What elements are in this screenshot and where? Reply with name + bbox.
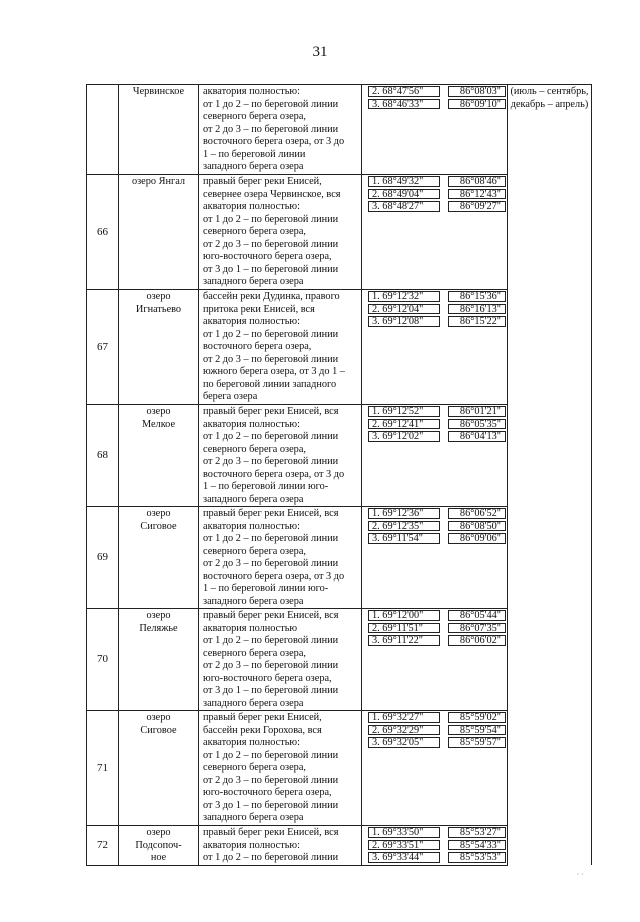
description-line: притока реки Енисей, вся [203, 303, 315, 315]
description-line: акватория полностью [203, 622, 298, 634]
latitude: 3. 69°12'08" [368, 316, 440, 327]
name-line: озеро Янгал [131, 176, 186, 187]
coordinate-point [362, 851, 507, 864]
coordinate-point [362, 418, 507, 431]
name-line: Сиговое [140, 520, 177, 532]
description-line: правый берег реки Енисей, [203, 176, 322, 187]
coordinate-point [362, 826, 507, 839]
latitude: 2. 68°49'04" [368, 189, 440, 200]
description-line: восточного берега озера, от 3 до [203, 570, 345, 582]
coordinate-point [362, 303, 507, 316]
boundary-description [199, 826, 362, 866]
coordinate-point [362, 290, 507, 303]
description-line: северного берега озера, [203, 545, 306, 557]
latitude: 1. 69°12'32" [368, 291, 440, 302]
name-line: Червинское [132, 86, 185, 97]
longitude: 86°08'03" [448, 86, 506, 97]
description-line: от 1 до 2 – по береговой линии [203, 431, 339, 442]
description-line: западного берега озера [203, 493, 304, 505]
description-line: правый берег реки Енисей, вся [203, 610, 339, 621]
row-number: 72 [87, 826, 119, 866]
coordinate-point [362, 532, 507, 545]
longitude: 86°05'44" [448, 610, 506, 621]
water-body-name [119, 609, 199, 711]
name-line: озеро [146, 827, 171, 838]
longitude: 86°15'22" [448, 316, 506, 327]
coordinate-point [362, 188, 507, 201]
longitude: 86°01'21" [448, 406, 506, 417]
latitude: 1. 69°12'00" [368, 610, 440, 621]
longitude: 86°09'27" [448, 201, 506, 212]
description-line: от 1 до 2 – по береговой линии [203, 852, 339, 863]
longitude: 86°12'43" [448, 189, 506, 200]
longitude: 85°54'33" [448, 840, 506, 851]
description-line: от 2 до 3 – по береговой линии [203, 660, 339, 671]
description-line: правый берег реки Енисей, вся [203, 406, 339, 417]
latitude: 3. 69°11'54" [368, 533, 440, 544]
boundary-description [199, 609, 362, 711]
description-line: берега озера [203, 391, 258, 402]
longitude: 86°16'13" [448, 304, 506, 315]
description-line: от 2 до 3 – по береговой линии [203, 353, 339, 365]
table-row [87, 85, 592, 175]
coordinate-point [362, 839, 507, 852]
coordinates-cell [362, 507, 508, 609]
name-line: Пеляжье [139, 622, 178, 634]
description-line: северного берега озера, [203, 443, 306, 455]
description-line: 1 – по береговой линии юго- [203, 481, 329, 492]
boundary-description [199, 175, 362, 290]
name-line: озеро [146, 406, 171, 417]
name-line: Сиговое [140, 724, 177, 736]
description-line: правый берег реки Енисей, вся [203, 508, 339, 519]
water-body-name [119, 175, 199, 290]
note-line: декабрь – апрель) [510, 98, 589, 110]
latitude: 2. 69°33'51" [368, 840, 440, 851]
description-line: 1 – по береговой линии юго- [203, 583, 329, 594]
name-line: озеро [146, 712, 171, 723]
water-body-name [119, 507, 199, 609]
coordinate-point [362, 507, 507, 520]
longitude: 86°09'06" [448, 533, 506, 544]
coordinate-point [362, 736, 507, 749]
description-line: восточного берега озера, [203, 341, 312, 352]
description-line: от 3 до 1 – по береговой линии [203, 263, 339, 275]
coordinates-cell [362, 405, 508, 507]
latitude: 2. 69°12'35" [368, 521, 440, 532]
boundary-description [199, 711, 362, 826]
description-line: акватория полностью: [203, 86, 300, 97]
description-line: правый берег реки Енисей, [203, 712, 322, 723]
description-line: акватория полностью: [203, 418, 300, 430]
coordinates-cell [362, 290, 508, 405]
description-line: западного берега озера [203, 161, 304, 172]
row-number [87, 85, 119, 175]
description-line: акватория полностью: [203, 737, 300, 748]
longitude: 85°53'27" [448, 827, 506, 838]
description-line: южного берега озера, от 3 до 1 – [203, 366, 345, 377]
latitude: 3. 69°12'02" [368, 431, 440, 442]
latitude: 3. 68°46'33" [368, 99, 440, 110]
water-body-name [119, 711, 199, 826]
coordinate-point [362, 609, 507, 622]
description-line: от 3 до 1 – по береговой линии [203, 799, 339, 811]
description-line: по береговой линии западного [203, 378, 337, 390]
description-line: северного берега озера, [203, 647, 306, 659]
description-line: юго-восточного берега озера, [203, 251, 332, 262]
description-line: правый берег реки Енисей, вся [203, 827, 339, 838]
row-number: 67 [87, 290, 119, 405]
row-number: 66 [87, 175, 119, 290]
coordinates-cell [362, 826, 508, 866]
name-line: Игнатьево [135, 303, 182, 315]
description-line: западного берега озера [203, 276, 304, 287]
description-line: от 2 до 3 – по береговой линии [203, 456, 339, 467]
name-line: озеро [146, 291, 171, 302]
description-line: западного берега озера [203, 697, 304, 709]
coordinate-point [362, 315, 507, 328]
coordinate-point [362, 175, 507, 188]
coordinate-point [362, 520, 507, 533]
latitude: 3. 68°48'27" [368, 201, 440, 212]
boundary-description [199, 290, 362, 405]
coordinates-cell [362, 175, 508, 290]
longitude: 85°59'54" [448, 725, 506, 736]
longitude: 86°08'46" [448, 176, 506, 187]
boundary-description [199, 85, 362, 175]
page-number: 31 [312, 44, 328, 60]
longitude: 86°15'36" [448, 291, 506, 302]
description-line: от 2 до 3 – по береговой линии [203, 123, 339, 135]
longitude: 85°59'57" [448, 737, 506, 748]
water-body-name [119, 85, 199, 175]
longitude: 86°04'13" [448, 431, 506, 442]
name-line: озеро [146, 508, 171, 519]
water-body-name [119, 405, 199, 507]
name-line: озеро [146, 610, 171, 621]
longitude: 86°07'35" [448, 623, 506, 634]
longitude: 85°53'53" [448, 852, 506, 863]
coordinates-cell [362, 609, 508, 711]
description-line: северного берега озера, [203, 762, 306, 773]
boundary-description [199, 507, 362, 609]
name-line: ное [150, 852, 167, 863]
description-line: северного берега озера, [203, 226, 306, 237]
longitude: 86°06'52" [448, 508, 506, 519]
description-line: бассейн реки Дудинка, правого [203, 291, 340, 302]
description-line: от 1 до 2 – по береговой линии [203, 328, 339, 340]
latitude: 1. 68°49'32" [368, 176, 440, 187]
latitude: 2. 68°47'56" [368, 86, 440, 97]
description-line: акватория полностью: [203, 520, 300, 532]
coordinate-point [362, 200, 507, 213]
latitude: 2. 69°12'04" [368, 304, 440, 315]
description-line: юго-восточного берега озера, [203, 672, 332, 684]
description-line: от 1 до 2 – по береговой линии [203, 533, 339, 544]
latitude: 3. 69°32'05" [368, 737, 440, 748]
longitude: 86°09'10" [448, 99, 506, 110]
row-number: 69 [87, 507, 119, 609]
latitude: 3. 69°11'22" [368, 635, 440, 646]
coordinate-point [362, 85, 507, 98]
row-number: 70 [87, 609, 119, 711]
season-note [508, 85, 592, 866]
description-line: восточного берега озера, от 3 до [203, 468, 345, 480]
description-line: от 2 до 3 – по береговой линии [203, 774, 339, 786]
description-line: западного берега озера [203, 595, 304, 607]
coordinate-point [362, 634, 507, 647]
longitude: 85°59'02" [448, 712, 506, 723]
description-line: северного берега озера, [203, 111, 306, 122]
coordinate-point [362, 405, 507, 418]
description-line: от 2 до 3 – по береговой линии [203, 558, 339, 569]
description-line: акватория полностью: [203, 839, 300, 851]
description-line: акватория полностью: [203, 316, 300, 327]
description-line: от 1 до 2 – по береговой линии [203, 213, 339, 225]
longitude: 86°06'02" [448, 635, 506, 646]
description-line: севернее озера Червинское, вся [203, 188, 341, 200]
water-body-name [119, 290, 199, 405]
water-body-name [119, 826, 199, 866]
longitude: 86°08'50" [448, 521, 506, 532]
latitude: 3. 69°33'44" [368, 852, 440, 863]
description-line: от 3 до 1 – по береговой линии [203, 685, 339, 696]
coordinate-point [362, 430, 507, 443]
latitude: 2. 69°11'51" [368, 623, 440, 634]
description-line: бассейн реки Горохова, вся [203, 724, 322, 736]
description-line: западного берега озера [203, 812, 304, 823]
coordinate-point [362, 98, 507, 111]
latitude: 1. 69°12'36" [368, 508, 440, 519]
description-line: юго-восточного берега озера, [203, 787, 332, 798]
description-line: восточного берега озера, от 3 до [203, 136, 345, 147]
latitude: 2. 69°12'41" [368, 419, 440, 430]
water-bodies-table [86, 84, 592, 866]
row-number: 68 [87, 405, 119, 507]
latitude: 1. 69°32'27" [368, 712, 440, 723]
coordinates-cell [362, 85, 508, 175]
longitude: 86°05'35" [448, 419, 506, 430]
note-line: (июль – сентябрь, [510, 86, 589, 97]
description-line: от 2 до 3 – по береговой линии [203, 238, 339, 250]
latitude: 1. 69°12'52" [368, 406, 440, 417]
description-line: 1 – по береговой линии [203, 148, 306, 160]
row-number: 71 [87, 711, 119, 826]
description-line: акватория полностью: [203, 201, 300, 212]
boundary-description [199, 405, 362, 507]
coordinate-point [362, 711, 507, 724]
latitude: 2. 69°32'29" [368, 725, 440, 736]
name-line: Подсопоч- [135, 839, 182, 851]
description-line: от 1 до 2 – по береговой линии [203, 98, 339, 110]
coordinate-point [362, 724, 507, 737]
name-line: Мелкое [141, 418, 176, 430]
coordinate-point [362, 622, 507, 635]
scan-artifact: · · [576, 870, 584, 879]
coordinates-cell [362, 711, 508, 826]
description-line: от 1 до 2 – по береговой линии [203, 635, 339, 646]
description-line: от 1 до 2 – по береговой линии [203, 749, 339, 761]
latitude: 1. 69°33'50" [368, 827, 440, 838]
